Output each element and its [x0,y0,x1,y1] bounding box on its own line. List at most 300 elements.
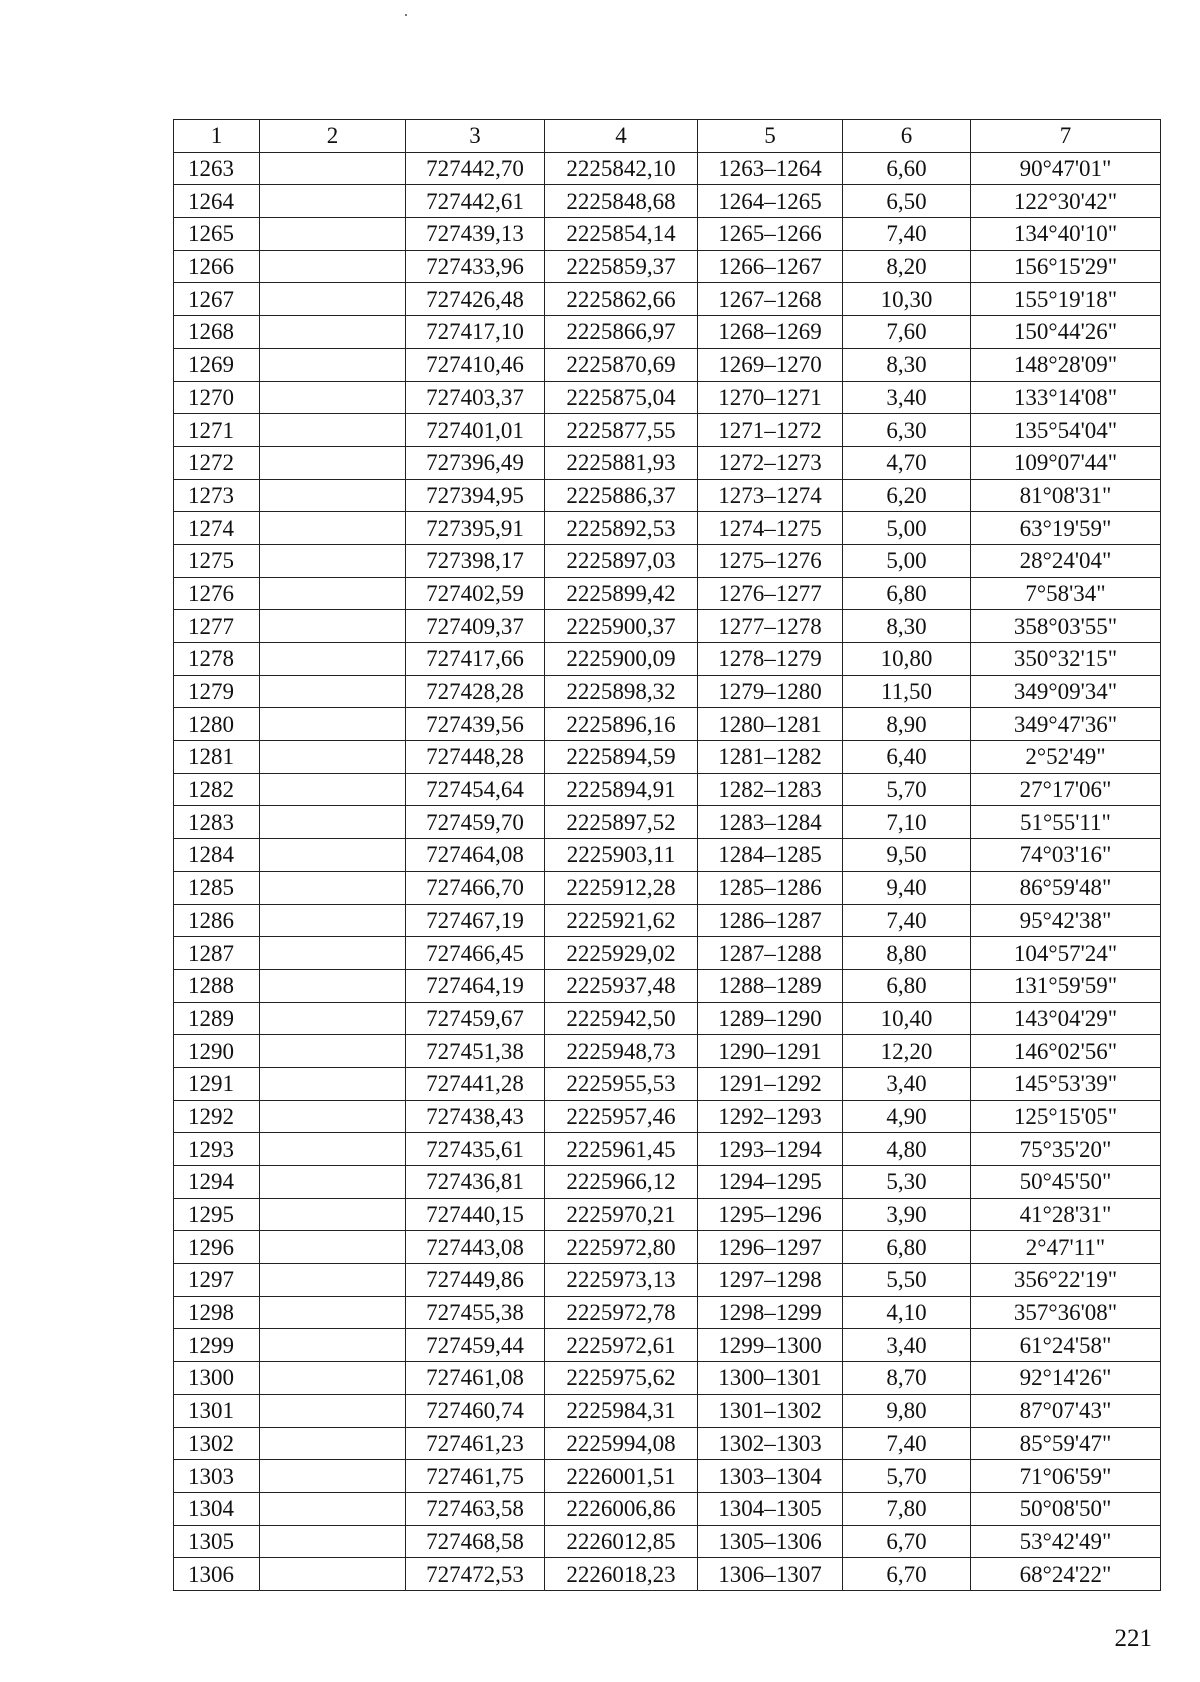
cell-length: 4,70 [843,446,971,479]
cell-column-2 [260,1525,406,1558]
cell-length: 8,20 [843,250,971,283]
table-row [174,1296,1161,1329]
cell-x-coordinate: 727472,53 [406,1558,545,1591]
cell-column-2 [260,1166,406,1199]
cell-x-coordinate: 727466,45 [406,937,545,970]
cell-segment: 1275–1276 [698,544,843,577]
cell-point-number: 1276 [174,577,260,610]
cell-point-number: 1290 [174,1035,260,1068]
cell-segment: 1294–1295 [698,1166,843,1199]
cell-segment: 1279–1280 [698,675,843,708]
cell-point-number: 1302 [174,1427,260,1460]
cell-segment: 1289–1290 [698,1002,843,1035]
cell-y-coordinate: 2225973,13 [545,1264,698,1297]
cell-bearing: 81°08'31" [971,479,1161,512]
cell-column-2 [260,1492,406,1525]
cell-bearing: 90°47'01" [971,152,1161,185]
table-row [174,839,1161,872]
cell-segment: 1305–1306 [698,1525,843,1558]
cell-segment: 1288–1289 [698,969,843,1002]
cell-segment: 1268–1269 [698,316,843,349]
cell-x-coordinate: 727394,95 [406,479,545,512]
cell-segment: 1282–1283 [698,773,843,806]
cell-point-number: 1295 [174,1198,260,1231]
cell-x-coordinate: 727449,86 [406,1264,545,1297]
cell-point-number: 1306 [174,1558,260,1591]
cell-y-coordinate: 2225972,78 [545,1296,698,1329]
cell-length: 8,80 [843,937,971,970]
cell-length: 7,40 [843,218,971,251]
cell-column-2 [260,1296,406,1329]
cell-x-coordinate: 727439,13 [406,218,545,251]
cell-bearing: 7°58'34" [971,577,1161,610]
cell-point-number: 1274 [174,512,260,545]
cell-length: 5,70 [843,773,971,806]
cell-x-coordinate: 727409,37 [406,610,545,643]
cell-point-number: 1304 [174,1492,260,1525]
cell-x-coordinate: 727443,08 [406,1231,545,1264]
cell-column-2 [260,1231,406,1264]
cell-y-coordinate: 2225848,68 [545,185,698,218]
cell-x-coordinate: 727426,48 [406,283,545,316]
cell-column-2 [260,544,406,577]
cell-column-2 [260,1329,406,1362]
cell-segment: 1297–1298 [698,1264,843,1297]
cell-point-number: 1296 [174,1231,260,1264]
cell-y-coordinate: 2225970,21 [545,1198,698,1231]
table-row [174,871,1161,904]
table-row [174,1133,1161,1166]
table-row [174,806,1161,839]
cell-point-number: 1271 [174,414,260,447]
cell-x-coordinate: 727461,75 [406,1460,545,1493]
cell-length: 10,80 [843,643,971,676]
cell-x-coordinate: 727459,44 [406,1329,545,1362]
cell-bearing: 357°36'08" [971,1296,1161,1329]
cell-length: 5,00 [843,512,971,545]
cell-column-2 [260,969,406,1002]
cell-bearing: 2°52'49" [971,741,1161,774]
cell-bearing: 109°07'44" [971,446,1161,479]
cell-point-number: 1303 [174,1460,260,1493]
cell-bearing: 131°59'59" [971,969,1161,1002]
cell-bearing: 71°06'59" [971,1460,1161,1493]
cell-column-2 [260,316,406,349]
cell-length: 6,80 [843,969,971,1002]
cell-length: 4,10 [843,1296,971,1329]
cell-segment: 1306–1307 [698,1558,843,1591]
cell-y-coordinate: 2225894,91 [545,773,698,806]
cell-point-number: 1281 [174,741,260,774]
cell-x-coordinate: 727461,08 [406,1362,545,1395]
cell-point-number: 1275 [174,544,260,577]
cell-length: 6,80 [843,577,971,610]
cell-point-number: 1285 [174,871,260,904]
cell-x-coordinate: 727460,74 [406,1394,545,1427]
cell-column-2 [260,610,406,643]
cell-segment: 1277–1278 [698,610,843,643]
cell-bearing: 41°28'31" [971,1198,1161,1231]
cell-column-2 [260,1362,406,1395]
table-row [174,741,1161,774]
table-row [174,1231,1161,1264]
header-cell-1: 1 [174,120,260,153]
cell-length: 7,40 [843,1427,971,1460]
cell-x-coordinate: 727448,28 [406,741,545,774]
table-row [174,1362,1161,1395]
cell-bearing: 155°19'18" [971,283,1161,316]
cell-point-number: 1263 [174,152,260,185]
cell-y-coordinate: 2225898,32 [545,675,698,708]
cell-segment: 1292–1293 [698,1100,843,1133]
cell-segment: 1295–1296 [698,1198,843,1231]
header-cell-6: 6 [843,120,971,153]
cell-column-2 [260,218,406,251]
cell-length: 6,50 [843,185,971,218]
cell-y-coordinate: 2226012,85 [545,1525,698,1558]
cell-segment: 1296–1297 [698,1231,843,1264]
table-row [174,1460,1161,1493]
table-row [174,1198,1161,1231]
table-row [174,316,1161,349]
cell-point-number: 1277 [174,610,260,643]
cell-y-coordinate: 2226018,23 [545,1558,698,1591]
cell-y-coordinate: 2225877,55 [545,414,698,447]
cell-x-coordinate: 727440,15 [406,1198,545,1231]
table-row [174,643,1161,676]
cell-bearing: 146°02'56" [971,1035,1161,1068]
cell-bearing: 50°45'50" [971,1166,1161,1199]
cell-point-number: 1267 [174,283,260,316]
cell-length: 10,30 [843,283,971,316]
table-row [174,1558,1161,1591]
cell-point-number: 1293 [174,1133,260,1166]
cell-point-number: 1284 [174,839,260,872]
cell-length: 9,40 [843,871,971,904]
cell-length: 8,90 [843,708,971,741]
table-row [174,185,1161,218]
table-row [174,610,1161,643]
table-row [174,544,1161,577]
cell-bearing: 87°07'43" [971,1394,1161,1427]
cell-point-number: 1270 [174,381,260,414]
cell-x-coordinate: 727398,17 [406,544,545,577]
cell-x-coordinate: 727441,28 [406,1067,545,1100]
coordinates-table [173,119,1161,1591]
cell-point-number: 1273 [174,479,260,512]
cell-length: 5,00 [843,544,971,577]
cell-bearing: 350°32'15" [971,643,1161,676]
cell-point-number: 1282 [174,773,260,806]
cell-x-coordinate: 727439,56 [406,708,545,741]
table-row [174,218,1161,251]
table-row [174,283,1161,316]
table-row [174,577,1161,610]
cell-column-2 [260,1264,406,1297]
cell-column-2 [260,1198,406,1231]
cell-y-coordinate: 2225881,93 [545,446,698,479]
table-row [174,250,1161,283]
cell-point-number: 1300 [174,1362,260,1395]
cell-y-coordinate: 2225994,08 [545,1427,698,1460]
cell-length: 7,60 [843,316,971,349]
cell-column-2 [260,1460,406,1493]
table-row [174,1166,1161,1199]
cell-segment: 1299–1300 [698,1329,843,1362]
cell-segment: 1273–1274 [698,479,843,512]
cell-segment: 1293–1294 [698,1133,843,1166]
cell-bearing: 143°04'29" [971,1002,1161,1035]
cell-column-2 [260,446,406,479]
cell-bearing: 134°40'10" [971,218,1161,251]
cell-bearing: 27°17'06" [971,773,1161,806]
cell-segment: 1267–1268 [698,283,843,316]
cell-bearing: 74°03'16" [971,839,1161,872]
cell-x-coordinate: 727435,61 [406,1133,545,1166]
cell-column-2 [260,806,406,839]
cell-point-number: 1265 [174,218,260,251]
cell-length: 6,20 [843,479,971,512]
cell-column-2 [260,250,406,283]
cell-y-coordinate: 2225875,04 [545,381,698,414]
cell-x-coordinate: 727396,49 [406,446,545,479]
table-header [174,120,1161,153]
cell-y-coordinate: 2226001,51 [545,1460,698,1493]
table-row [174,675,1161,708]
cell-y-coordinate: 2225859,37 [545,250,698,283]
cell-point-number: 1292 [174,1100,260,1133]
cell-segment: 1274–1275 [698,512,843,545]
cell-bearing: 51°55'11" [971,806,1161,839]
cell-y-coordinate: 2225903,11 [545,839,698,872]
cell-point-number: 1283 [174,806,260,839]
cell-x-coordinate: 727464,19 [406,969,545,1002]
cell-length: 9,80 [843,1394,971,1427]
cell-bearing: 53°42'49" [971,1525,1161,1558]
cell-segment: 1263–1264 [698,152,843,185]
cell-column-2 [260,1035,406,1068]
cell-x-coordinate: 727417,10 [406,316,545,349]
cell-column-2 [260,1067,406,1100]
cell-x-coordinate: 727451,38 [406,1035,545,1068]
cell-segment: 1304–1305 [698,1492,843,1525]
cell-y-coordinate: 2225937,48 [545,969,698,1002]
cell-segment: 1286–1287 [698,904,843,937]
cell-bearing: 61°24'58" [971,1329,1161,1362]
cell-segment: 1266–1267 [698,250,843,283]
cell-y-coordinate: 2225897,52 [545,806,698,839]
cell-segment: 1278–1279 [698,643,843,676]
cell-x-coordinate: 727395,91 [406,512,545,545]
cell-x-coordinate: 727401,01 [406,414,545,447]
cell-point-number: 1272 [174,446,260,479]
cell-point-number: 1266 [174,250,260,283]
table-row [174,937,1161,970]
cell-y-coordinate: 2225912,28 [545,871,698,904]
cell-column-2 [260,152,406,185]
cell-point-number: 1264 [174,185,260,218]
cell-point-number: 1298 [174,1296,260,1329]
cell-length: 8,30 [843,348,971,381]
cell-x-coordinate: 727454,64 [406,773,545,806]
cell-y-coordinate: 2225862,66 [545,283,698,316]
cell-y-coordinate: 2225929,02 [545,937,698,970]
cell-bearing: 75°35'20" [971,1133,1161,1166]
header-cell-2: 2 [260,120,406,153]
cell-segment: 1290–1291 [698,1035,843,1068]
cell-segment: 1280–1281 [698,708,843,741]
cell-y-coordinate: 2225942,50 [545,1002,698,1035]
table-row [174,708,1161,741]
cell-x-coordinate: 727461,23 [406,1427,545,1460]
cell-length: 8,70 [843,1362,971,1395]
cell-x-coordinate: 727464,08 [406,839,545,872]
cell-column-2 [260,937,406,970]
cell-bearing: 86°59'48" [971,871,1161,904]
cell-bearing: 148°28'09" [971,348,1161,381]
table-row [174,904,1161,937]
cell-bearing: 133°14'08" [971,381,1161,414]
cell-bearing: 95°42'38" [971,904,1161,937]
table-row [174,969,1161,1002]
cell-y-coordinate: 2225892,53 [545,512,698,545]
cell-length: 3,40 [843,1067,971,1100]
cell-x-coordinate: 727455,38 [406,1296,545,1329]
cell-length: 6,30 [843,414,971,447]
cell-length: 11,50 [843,675,971,708]
cell-y-coordinate: 2225961,45 [545,1133,698,1166]
cell-point-number: 1305 [174,1525,260,1558]
cell-x-coordinate: 727463,58 [406,1492,545,1525]
cell-point-number: 1279 [174,675,260,708]
cell-column-2 [260,675,406,708]
cell-column-2 [260,414,406,447]
cell-segment: 1298–1299 [698,1296,843,1329]
cell-point-number: 1278 [174,643,260,676]
cell-bearing: 28°24'04" [971,544,1161,577]
table-body [174,152,1161,1590]
cell-segment: 1272–1273 [698,446,843,479]
cell-bearing: 349°47'36" [971,708,1161,741]
cell-x-coordinate: 727442,61 [406,185,545,218]
cell-x-coordinate: 727436,81 [406,1166,545,1199]
cell-column-2 [260,283,406,316]
cell-x-coordinate: 727466,70 [406,871,545,904]
cell-y-coordinate: 2225886,37 [545,479,698,512]
cell-y-coordinate: 2225921,62 [545,904,698,937]
table-row [174,1492,1161,1525]
cell-x-coordinate: 727442,70 [406,152,545,185]
cell-bearing: 349°09'34" [971,675,1161,708]
cell-length: 9,50 [843,839,971,872]
cell-y-coordinate: 2225966,12 [545,1166,698,1199]
cell-length: 3,40 [843,1329,971,1362]
cell-x-coordinate: 727402,59 [406,577,545,610]
table-row [174,1100,1161,1133]
cell-column-2 [260,381,406,414]
cell-column-2 [260,512,406,545]
cell-x-coordinate: 727468,58 [406,1525,545,1558]
cell-length: 10,40 [843,1002,971,1035]
cell-column-2 [260,348,406,381]
cell-bearing: 68°24'22" [971,1558,1161,1591]
cell-y-coordinate: 2225984,31 [545,1394,698,1427]
cell-x-coordinate: 727428,28 [406,675,545,708]
cell-point-number: 1299 [174,1329,260,1362]
cell-column-2 [260,1002,406,1035]
cell-bearing: 356°22'19" [971,1264,1161,1297]
cell-point-number: 1301 [174,1394,260,1427]
cell-length: 4,90 [843,1100,971,1133]
cell-length: 4,80 [843,1133,971,1166]
cell-length: 8,30 [843,610,971,643]
cell-bearing: 358°03'55" [971,610,1161,643]
cell-segment: 1300–1301 [698,1362,843,1395]
cell-length: 12,20 [843,1035,971,1068]
cell-column-2 [260,1394,406,1427]
cell-length: 5,30 [843,1166,971,1199]
cell-y-coordinate: 2225948,73 [545,1035,698,1068]
cell-y-coordinate: 2225899,42 [545,577,698,610]
cell-y-coordinate: 2225900,37 [545,610,698,643]
cell-segment: 1303–1304 [698,1460,843,1493]
table-row [174,512,1161,545]
table-row [174,414,1161,447]
table-row [174,1394,1161,1427]
cell-segment: 1281–1282 [698,741,843,774]
cell-y-coordinate: 2225972,80 [545,1231,698,1264]
table-row [174,773,1161,806]
cell-column-2 [260,577,406,610]
header-cell-4: 4 [545,120,698,153]
cell-point-number: 1268 [174,316,260,349]
cell-y-coordinate: 2225866,97 [545,316,698,349]
cell-y-coordinate: 2225897,03 [545,544,698,577]
cell-length: 6,40 [843,741,971,774]
cell-length: 6,80 [843,1231,971,1264]
table-row [174,381,1161,414]
cell-segment: 1284–1285 [698,839,843,872]
cell-y-coordinate: 2225894,59 [545,741,698,774]
cell-column-2 [260,185,406,218]
cell-length: 7,10 [843,806,971,839]
cell-bearing: 85°59'47" [971,1427,1161,1460]
cell-bearing: 50°08'50" [971,1492,1161,1525]
cell-x-coordinate: 727410,46 [406,348,545,381]
cell-segment: 1301–1302 [698,1394,843,1427]
cell-segment: 1276–1277 [698,577,843,610]
cell-bearing: 92°14'26" [971,1362,1161,1395]
table-row [174,479,1161,512]
table-row [174,1427,1161,1460]
cell-x-coordinate: 727433,96 [406,250,545,283]
cell-length: 6,60 [843,152,971,185]
table-row [174,1035,1161,1068]
cell-bearing: 2°47'11" [971,1231,1161,1264]
cell-segment: 1285–1286 [698,871,843,904]
cell-point-number: 1269 [174,348,260,381]
cell-bearing: 104°57'24" [971,937,1161,970]
cell-segment: 1264–1265 [698,185,843,218]
cell-point-number: 1297 [174,1264,260,1297]
cell-length: 7,40 [843,904,971,937]
cell-y-coordinate: 2225972,61 [545,1329,698,1362]
cell-column-2 [260,1133,406,1166]
cell-x-coordinate: 727459,70 [406,806,545,839]
cell-length: 5,70 [843,1460,971,1493]
cell-length: 6,70 [843,1525,971,1558]
header-row [174,120,1161,153]
